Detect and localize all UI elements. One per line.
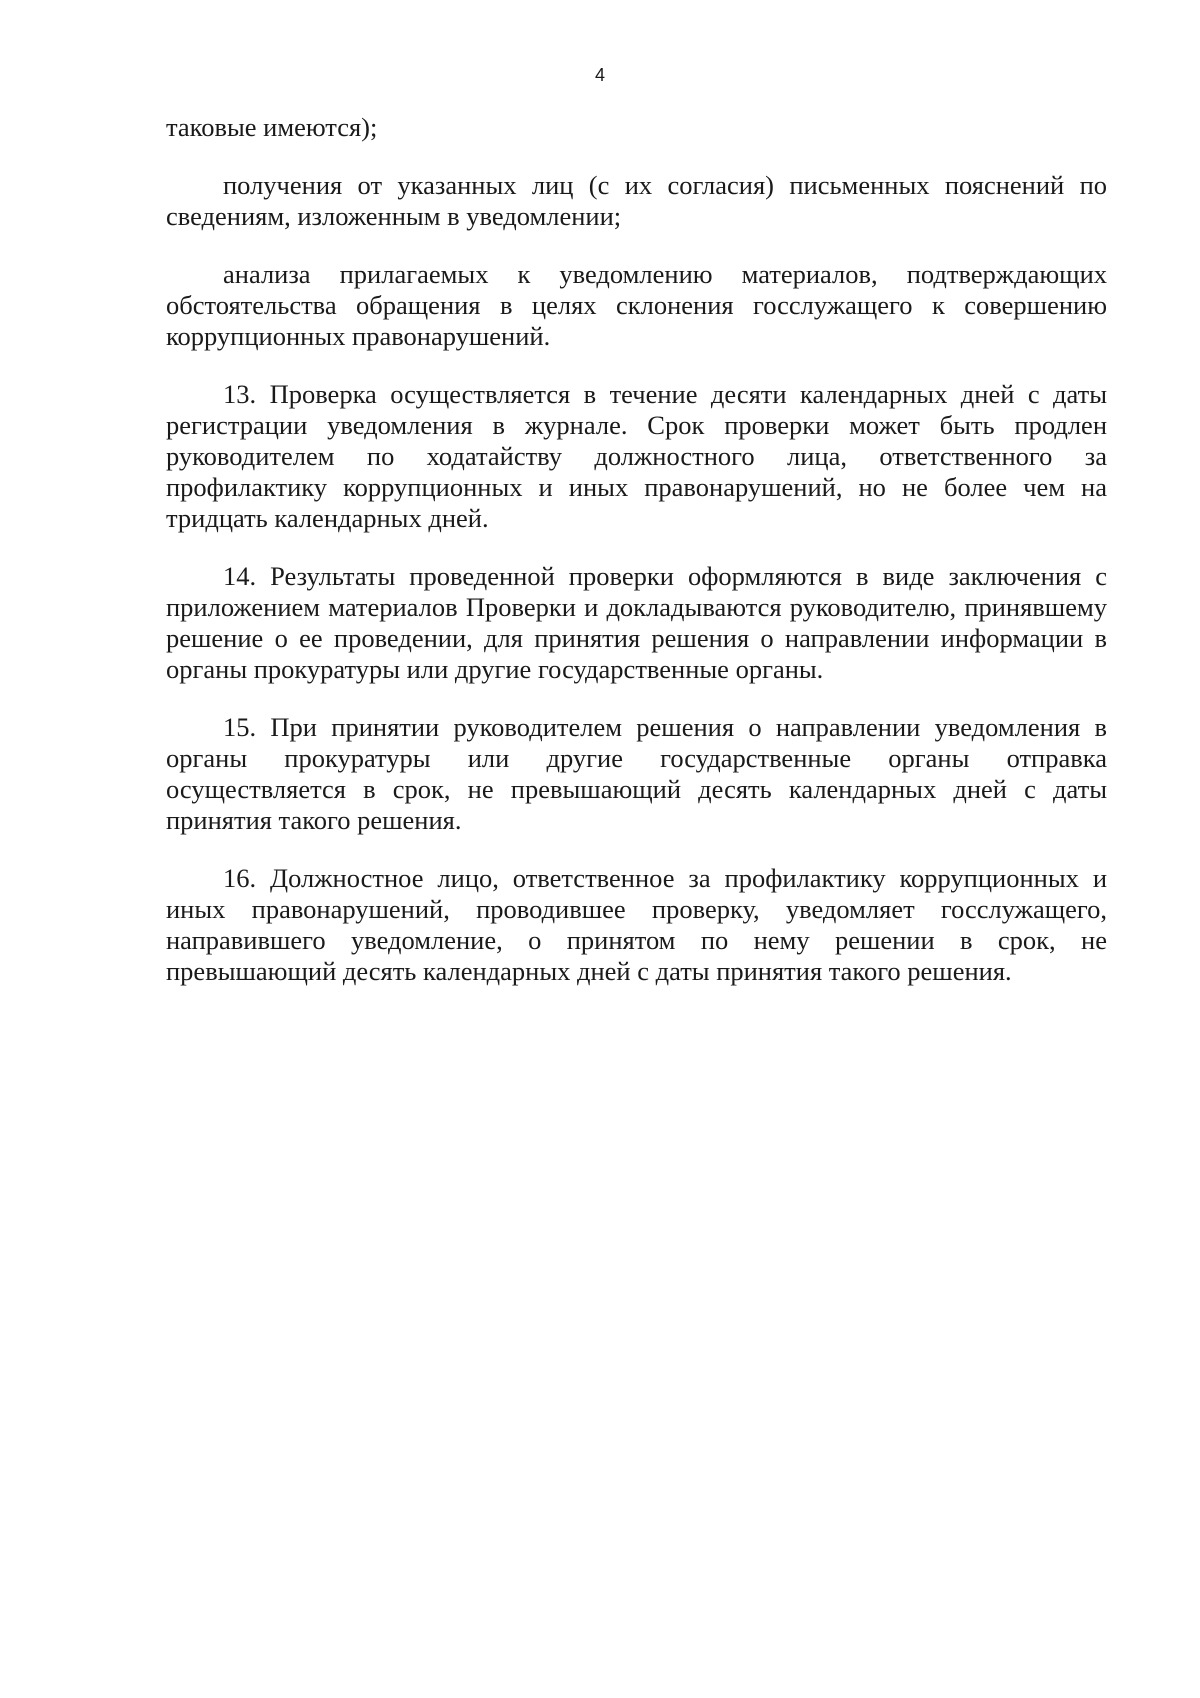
paragraph-item-14: 14. Результаты проведенной проверки оформляются в виде заключения с приложением материалов Проверки и докладываются руководителю, принявшему решение о ее проведении, для принятия решения о направлении информации в органы прокуратуры или другие государственные органы.: [166, 561, 1107, 684]
paragraph-item-16: 16. Должностное лицо, ответственное за профилактику коррупционных и иных правонарушений, проводившее проверку, уведомляет госслужащего, направившего уведомление, о принятом по нему решении в срок, не превышающий десять календарных дней с даты принятия такого решения.: [166, 863, 1107, 986]
paragraph-analysis: анализа прилагаемых к уведомлению материалов, подтверждающих обстоятельства обращения в целях склонения госслужащего к совершению коррупционных правонарушений.: [166, 259, 1107, 351]
paragraph-continuation: таковые имеются);: [166, 112, 378, 142]
paragraph-item-13: 13. Проверка осуществляется в течение десяти календарных дней с даты регистрации уведомления в журнале. Срок проверки может быть продлен руководителем по ходатайству должностного лица, ответственного за профилактику коррупционных и иных правонарушений, но не более чем на тридцать календарных дней.: [166, 379, 1107, 533]
page-number: 4: [594, 65, 605, 85]
paragraph-explanations: получения от указанных лиц (с их согласия) письменных пояснений по сведениям, изложенным в уведомлении;: [166, 170, 1107, 231]
document-body: [166, 112, 1107, 987]
paragraph-item-15: 15. При принятии руководителем решения о направлении уведомления в органы прокуратуры или другие государственные органы отправка осуществляется в срок, не превышающий десять календарных дней с даты принятия такого решения.: [166, 712, 1107, 835]
